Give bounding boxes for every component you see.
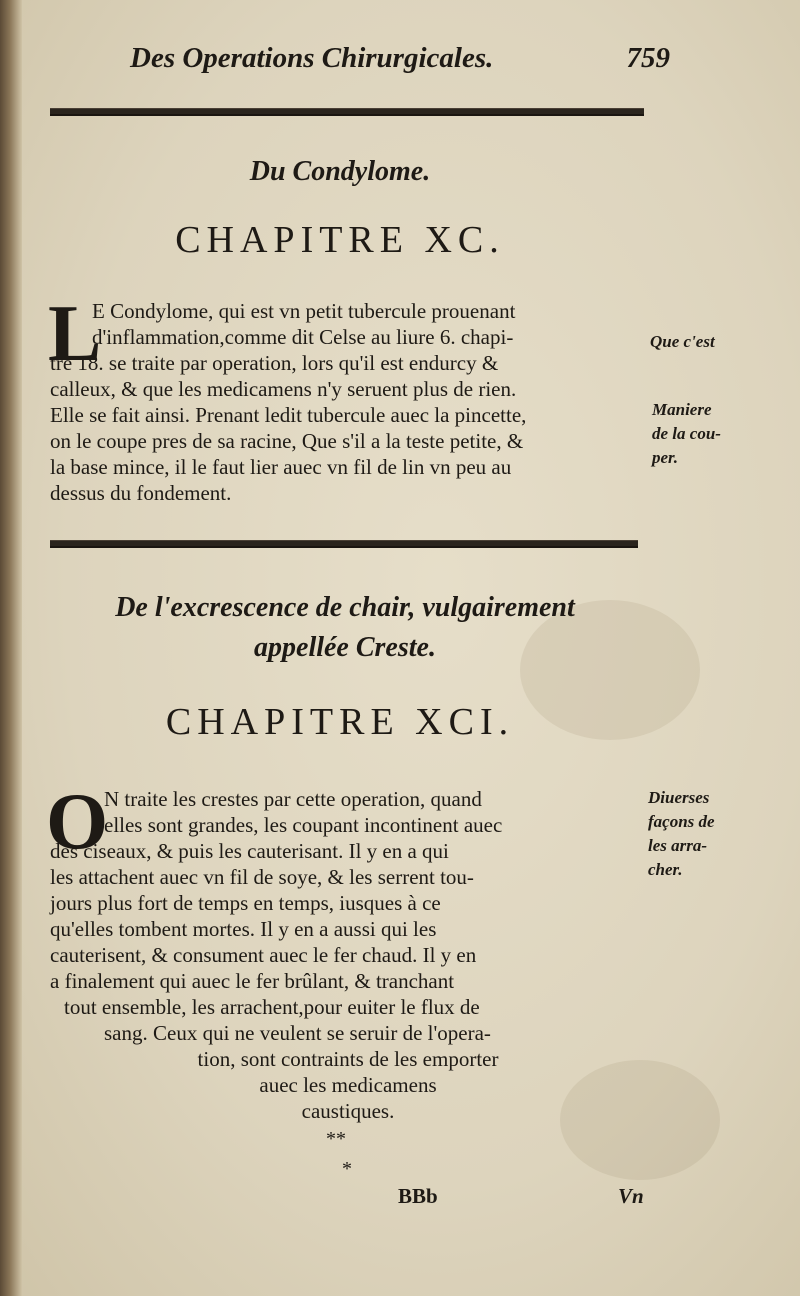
chapter-heading: CHAPITRE XC.	[175, 219, 505, 261]
header-rule	[50, 108, 644, 116]
margin-note	[652, 398, 721, 470]
margin-note-line: Maniere	[652, 400, 712, 419]
text-line: Elle se fait ainsi. Prenant ledit tubercule auec la pincette,	[50, 403, 527, 427]
chapter-heading: CHAPITRE XCI.	[165, 701, 515, 743]
margin-note-line: cher.	[648, 860, 683, 879]
section-rule	[50, 540, 638, 548]
drop-cap: L	[48, 290, 102, 378]
page-spine-shadow	[0, 0, 22, 1296]
text-line: elles sont grandes, les coupant incontinent auec	[104, 813, 503, 837]
section-title-line: De l'excrescence de chair, vulgairement	[115, 592, 575, 623]
text-line: tre 18. se traite par operation, lors qu'il est endurcy &	[50, 351, 499, 375]
text-line: tion, sont contraints de les emporter	[197, 1047, 499, 1071]
margin-note	[650, 330, 715, 354]
margin-note-line: les arra-	[648, 836, 708, 855]
margin-note	[648, 786, 715, 882]
running-head-title: Des Operations Chirurgicales.	[130, 42, 494, 74]
margin-note-line: de la cou-	[652, 424, 721, 443]
text-line: d'inflammation,comme dit Celse au liure 6. chapi-	[92, 325, 514, 349]
text-line: a finalement qui auec le fer brûlant, & tranchant	[50, 969, 455, 993]
margin-note-line: Que c'est	[650, 332, 715, 351]
margin-note-line: per.	[652, 448, 678, 467]
text-line: les attachent auec vn fil de soye, & les serrent tou-	[50, 865, 474, 889]
text-line: cauterisent, & consument auec le fer chaud. Il y en	[50, 943, 477, 967]
text-line: N traite les crestes par cette operation, quand	[104, 787, 482, 811]
text-line: jours plus fort de temps en temps, iusques à ce	[50, 891, 441, 915]
margin-note-line: façons de	[648, 812, 715, 831]
section-title	[50, 588, 640, 668]
text-line: dessus du fondement.	[50, 481, 232, 505]
signature-mark: BBb	[398, 1184, 438, 1208]
text-line: tout ensemble, les arrachent,pour euiter le flux de	[64, 995, 480, 1019]
text-line: auec les medicamens	[259, 1073, 437, 1097]
text-line: sang. Ceux qui ne veulent se seruir de l'opera-	[104, 1021, 491, 1045]
text-line: la base mince, il le faut lier auec vn fil de lin vn peu au	[50, 455, 512, 479]
ornament: **	[326, 1128, 346, 1150]
ornament: *	[342, 1158, 352, 1180]
text-line: des ciseaux, & puis les cauterisant. Il y en a qui	[50, 839, 449, 863]
running-head	[130, 42, 670, 82]
text-line: on le coupe pres de sa racine, Que s'il a la teste petite, &	[50, 429, 524, 453]
catchword: Vn	[618, 1184, 644, 1208]
text-line: caustiques.	[301, 1099, 395, 1123]
text-line: calleux, & que les medicamens n'y seruent plus de rien.	[50, 377, 517, 401]
text-line: E Condylome, qui est vn petit tubercule prouenant	[92, 299, 516, 323]
drop-cap: O	[46, 778, 109, 866]
chapter-text	[50, 786, 646, 1124]
section-title-line: appellée Creste.	[254, 632, 436, 663]
margin-note-line: Diuerses	[648, 788, 710, 807]
section-title: Du Condylome.	[249, 156, 431, 187]
page-number: 759	[626, 42, 670, 74]
text-line: qu'elles tombent mortes. Il y en a aussi qui les	[50, 917, 437, 941]
chapter-text	[50, 298, 650, 506]
